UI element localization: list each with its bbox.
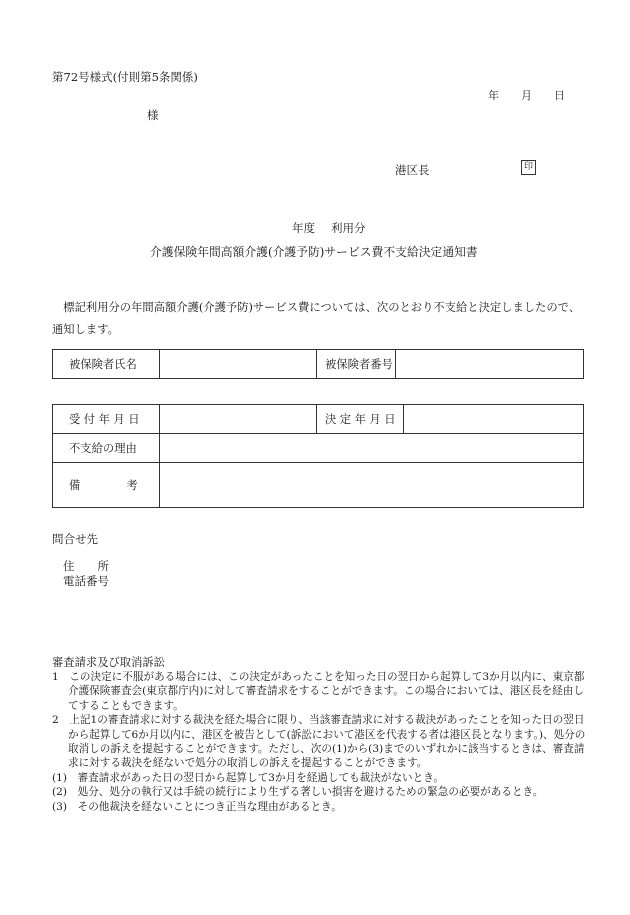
insured-number-value (396, 350, 584, 379)
date-day-label: 日 (554, 89, 565, 102)
body-text: 標記利用分の年間高額介護(介護予防)サービス費については、次のとおり不支給と決定しましたので、通知します。 (52, 301, 581, 336)
reason-value (160, 434, 584, 463)
issuer-name: 港区長 (395, 163, 430, 177)
address-label-char1: 住 (63, 559, 75, 573)
address-label-char2: 所 (97, 559, 109, 573)
issue-date (488, 87, 565, 103)
insured-number-label: 被保険者番号 (317, 350, 396, 379)
date-month-label: 月 (521, 89, 532, 102)
insured-table (52, 349, 584, 379)
decision-date-label: 決定年月日 (317, 405, 404, 434)
decision-table (52, 404, 584, 508)
appeal-sub-3: (3) その他裁決を経ないことにつき正当な理由があるとき。 (52, 800, 342, 813)
inquiry-phone-label: 電話番号 (63, 574, 109, 588)
addressee-suffix: 様 (147, 108, 159, 122)
remarks-label-char2: 考 (126, 479, 138, 492)
appeal-item-2: 2 上記1の審査請求に対する裁決を経た場合に限り、当該審査請求に対する裁決があったことを知った日の翌日から起算して6か月以内に、港区を被告として(訴訟において港区を代表する者は港区長となります。)、処分の取消しの訴えを提起することができます。ただし、次の(1)から(3)までのいずれかに該当するときは、審査請求に対する裁決を経ないで処分の取消しの訴えを提起することができます。 (52, 714, 586, 770)
insured-name-value (160, 350, 317, 379)
document-title: 介護保険年間高額介護(介護予防)サービス費不支給決定通知書 (150, 245, 478, 259)
fiscal-year-line (292, 220, 366, 236)
inquiry-heading: 問合せ先 (52, 532, 98, 546)
seal-mark: 印 (521, 160, 536, 175)
date-year-label: 年 (488, 89, 499, 102)
decision-date-value (404, 405, 584, 434)
remarks-label (53, 463, 160, 508)
remarks-value (160, 463, 584, 508)
remarks-label-char1: 備 (69, 479, 81, 492)
received-date-label: 受付年月日 (53, 405, 160, 434)
appeal-sub-2: (2) 処分、処分の執行又は手続の続行により生ずる著しい損害を避けるための緊急の必要があるとき。 (52, 786, 544, 799)
fiscal-year-label: 年度 (292, 221, 315, 235)
insured-name-label: 被保険者氏名 (53, 350, 160, 379)
appeal-heading: 審査請求及び取消訴訟 (52, 656, 165, 669)
appeal-sub-1: (1) 審査請求があった日の翌日から起算して3か月を経過しても裁決がないとき。 (52, 771, 444, 784)
reason-label: 不支給の理由 (53, 434, 160, 463)
appeal-section (52, 670, 592, 814)
appeal-item-1: 1 この決定に不服がある場合には、この決定があったことを知った日の翌日から起算して3か月以内に、東京都介護保険審査会(東京都庁内)に対して審査請求をすることができます。この場合においては、港区長を経由してすることもできます。 (52, 671, 585, 712)
inquiry-address-label (63, 558, 109, 574)
form-number: 第72号様式(付則第5条関係) (52, 70, 198, 84)
received-date-value (160, 405, 317, 434)
usage-label: 利用分 (331, 221, 366, 235)
